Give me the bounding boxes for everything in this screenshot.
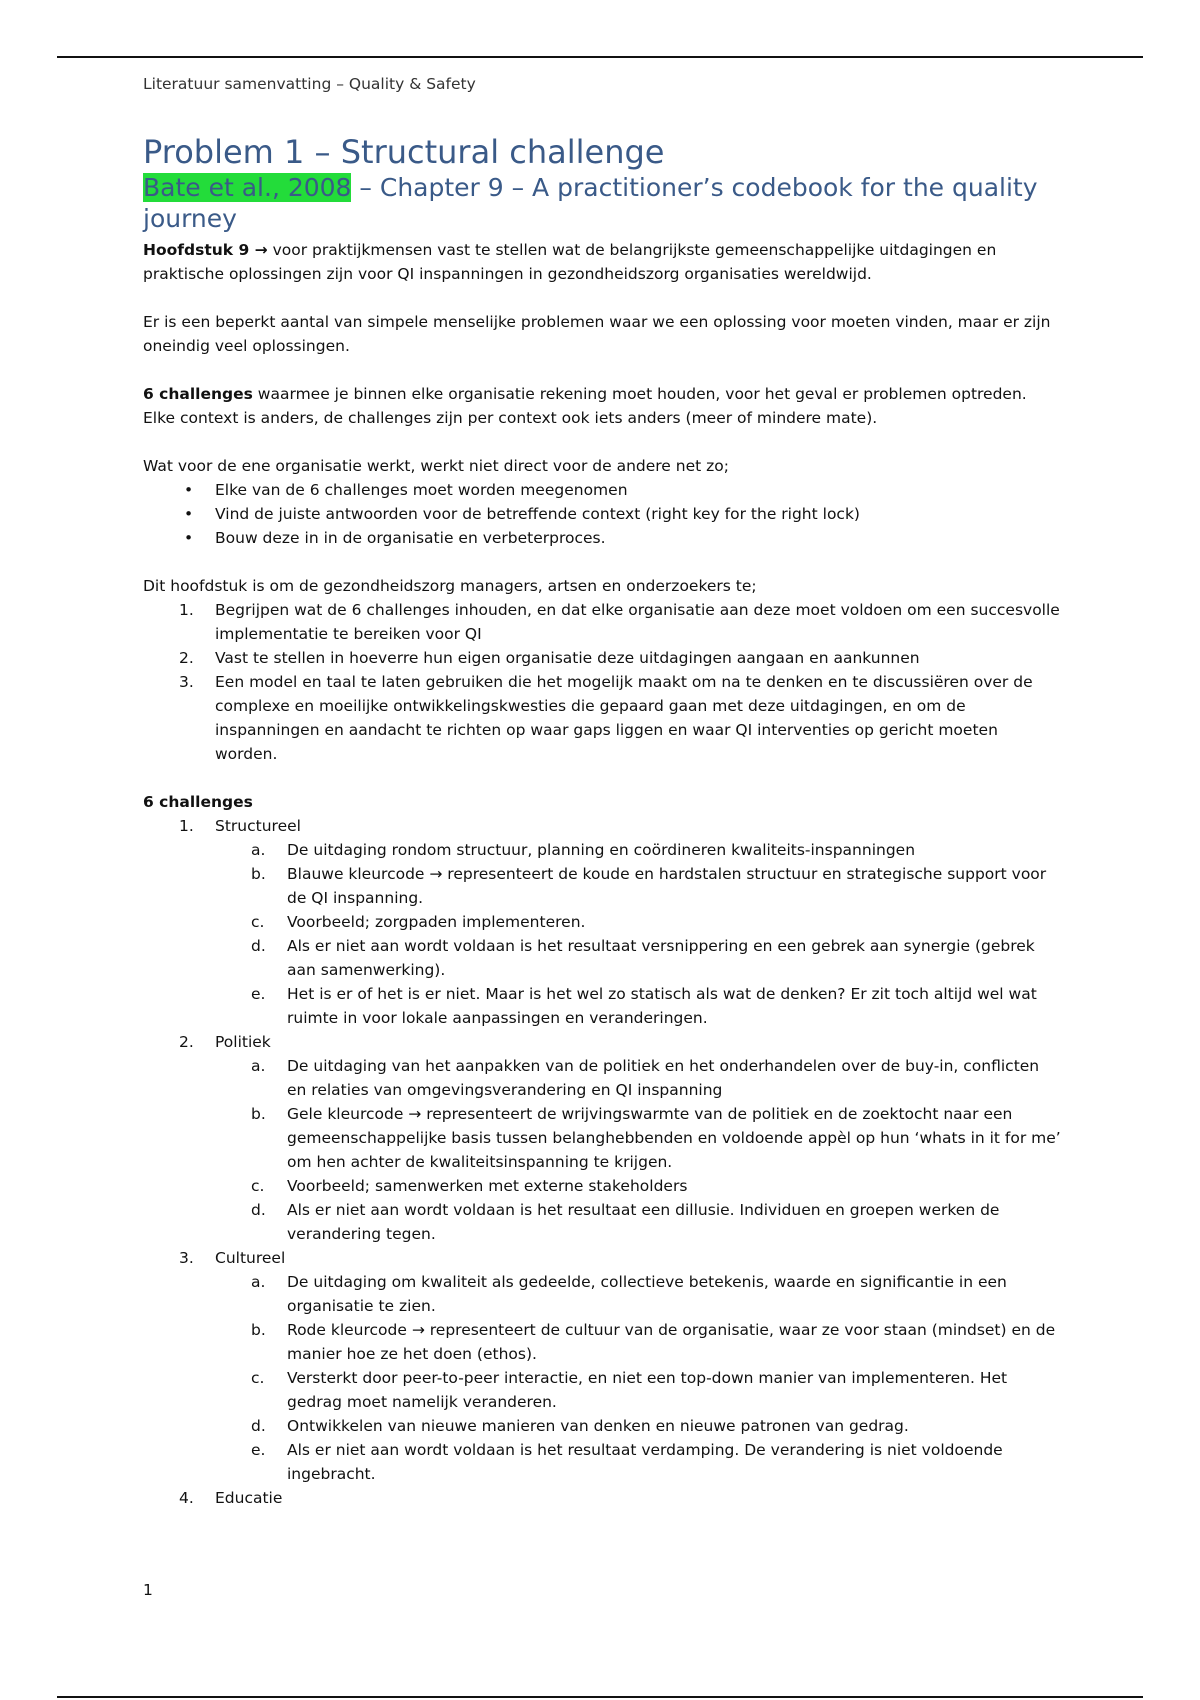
list-item: b. Blauwe kleurcode → representeert de koude en hardstalen structuur en strategische support voor de QI inspanning. (251, 865, 1047, 907)
challenges-list (143, 814, 1063, 1510)
challenge-name: Structureel (215, 817, 301, 835)
footer-rule (57, 1696, 1143, 1698)
list-item: a. De uitdaging van het aanpakken van de politiek en het onderhandelen over de buy-in, conflicten en relaties van omgevingsverandering en QI inspanning (251, 1057, 1040, 1099)
challenge-item-structureel: 1. Structureel a. De uitdaging rondom structuur, planning en coördineren kwaliteits-inspanningen b. Blauwe kleurcode → representeert de koude en hardstalen structuur en strategische support voor de QI inspanning. c. Voorbeeld; zorgpaden implementeren. d. Als er niet aan wordt voldaan is het resultaat versnippering en een gebrek aan synergie (gebrek aan samenwerking). e. Het is er of het is er niet. Maar is het wel zo statisch als wat de denken? Er zit toch altijd wel wat ruimte in voor lokale aanpassingen en veranderingen. (143, 814, 1063, 1030)
list-item: 1. Begrijpen wat de 6 challenges inhouden, en dat elke organisatie aan deze moet voldoen om een succesvolle implementatie te bereiken voor QI (179, 601, 1060, 643)
challenge-name: Politiek (215, 1033, 271, 1051)
challenge-item-educatie: 4. Educatie (179, 1489, 283, 1507)
challenge-item-cultureel: 3. Cultureel a. De uitdaging om kwaliteit als gedeelde, collectieve betekenis, waarde en significantie in een organisatie te zien. b. Rode kleurcode → representeert de cultuur van de organisatie, waar ze voor staan (mindset) en de manier hoe ze het doen (ethos). c. Versterkt door peer-to-peer interactie, en niet een top-down manier van implementeren. Het gedrag moet namelijk veranderen. d. Ontwikkelen van nieuwe manieren van denken en nieuwe patronen van gedrag. e. Als er niet aan wordt voldaan is het resultaat verdamping. De verandering is niet voldoende ingebracht. (143, 1246, 1063, 1486)
list-item: 3. Een model en taal te laten gebruiken die het mogelijk maakt om na te denken en te discussiëren over de complexe en moeilijke ontwikkelingskwesties die gepaard gaan met deze uitdagingen, en om de inspanningen en aandacht te richten op waar gaps liggen en waar QI interventies op gericht moeten worden. (179, 673, 1033, 763)
intro-paragraph-4: Wat voor de ene organisatie werkt, werkt niet direct voor de andere net zo; (143, 457, 729, 475)
list-item: 2. Vast te stellen in hoeverre hun eigen organisatie deze uitdagingen aangaan en aankunnen (179, 649, 920, 667)
page-number: 1 (143, 1581, 153, 1599)
challenge-item-politiek: 2. Politiek a. De uitdaging van het aanpakken van de politiek en het onderhandelen over de buy-in, conflicten en relaties van omgevingsverandering en QI inspanning b. Gele kleurcode → representeert de wrijvingswarmte van de politiek en de zoektocht naar een gemeenschappelijke basis tussen belanghebbenden en voldoende appèl op hun ‘whats in it for me’ om hen achter de kwaliteitsinspanning te krijgen. c. Voorbeeld; samenwerken met externe stakeholders d. Als er niet aan wordt voldaan is het resultaat een dillusie. Individuen en groepen werken de verandering tegen. (143, 1030, 1063, 1246)
intro-paragraph-2: Er is een beperkt aantal van simpele menselijke problemen waar we een oplossing voor moeten vinden, maar er zijn oneindig veel oplossingen. (143, 313, 1051, 355)
list-item: a. De uitdaging rondom structuur, planning en coördineren kwaliteits-inspanningen (251, 841, 916, 859)
header-rule (57, 56, 1143, 58)
list-item: c. Voorbeeld; samenwerken met externe stakeholders (251, 1177, 688, 1195)
list-item: d. Als er niet aan wordt voldaan is het resultaat versnippering en een gebrek aan synergie (gebrek aan samenwerking). (251, 937, 1035, 979)
challenge-name: Educatie (215, 1489, 283, 1507)
bullet-list (143, 478, 1063, 550)
sub-list (215, 838, 1063, 1030)
intro-paragraph-1: Hoofdstuk 9 → voor praktijkmensen vast te stellen wat de belangrijkste gemeenschappelijke uitdagingen en praktische oplossingen zijn voor QI inspanningen in gezondheidszorg organisaties wereldwijd. (143, 241, 997, 283)
list-item: d. Als er niet aan wordt voldaan is het resultaat een dillusie. Individuen en groepen werken de verandering tegen. (251, 1201, 1000, 1243)
intro-bold-lead: Hoofdstuk 9 → (143, 241, 268, 259)
list-item: d. Ontwikkelen van nieuwe manieren van denken en nieuwe patronen van gedrag. (251, 1417, 909, 1435)
citation-highlight: Bate et al., 2008 (143, 173, 352, 202)
list-item: b. Gele kleurcode → representeert de wrijvingswarmte van de politiek en de zoektocht naar een gemeenschappelijke basis tussen belanghebbenden en voldoende appèl op hun ‘whats in it for me’ om hen achter de kwaliteitsinspanning te krijgen. (251, 1105, 1061, 1171)
challenges-heading: 6 challenges (143, 793, 253, 811)
intro-paragraph-5: Dit hoofdstuk is om de gezondheidszorg managers, artsen en onderzoekers te; (143, 577, 757, 595)
challenges-bold-lead: 6 challenges (143, 385, 253, 403)
list-item: • Elke van de 6 challenges moet worden meegenomen (143, 478, 1063, 502)
challenge-name: Cultureel (215, 1249, 286, 1267)
sub-list (215, 1270, 1063, 1486)
list-item: e. Als er niet aan wordt voldaan is het resultaat verdamping. De verandering is niet voldoende ingebracht. (251, 1441, 1003, 1483)
sub-list (215, 1054, 1063, 1246)
list-item: e. Het is er of het is er niet. Maar is het wel zo statisch als wat de denken? Er zit toch altijd wel wat ruimte in voor lokale aanpassingen en veranderingen. (251, 985, 1037, 1027)
page-title: Problem 1 – Structural challenge (143, 133, 665, 171)
chapter-subtitle (143, 172, 1063, 234)
list-item: • Vind de juiste antwoorden voor de betreffende context (right key for the right lock) (143, 502, 1063, 526)
purpose-list (143, 598, 1063, 766)
running-header: Literatuur samenvatting – Quality & Safety (143, 75, 476, 93)
document-page (143, 74, 1063, 1510)
list-item: • Bouw deze in in de organisatie en verbeterproces. (143, 526, 1063, 550)
subtitle-text: – Chapter 9 – A practitioner’s codebook for the quality journey (143, 173, 1038, 233)
intro-paragraph-3: 6 challenges waarmee je binnen elke organisatie rekening moet houden, voor het geval er problemen optreden. Elke context is anders, de challenges zijn per context ook iets anders (meer of mindere mate). (143, 385, 1027, 427)
list-item: c. Versterkt door peer-to-peer interactie, en niet een top-down manier van implementeren. Het gedrag moet namelijk veranderen. (251, 1369, 1008, 1411)
list-item: c. Voorbeeld; zorgpaden implementeren. (251, 913, 586, 931)
list-item: b. Rode kleurcode → representeert de cultuur van de organisatie, waar ze voor staan (mindset) en de manier hoe ze het doen (ethos). (251, 1321, 1056, 1363)
list-item: a. De uitdaging om kwaliteit als gedeelde, collectieve betekenis, waarde en significantie in een organisatie te zien. (251, 1273, 1007, 1315)
